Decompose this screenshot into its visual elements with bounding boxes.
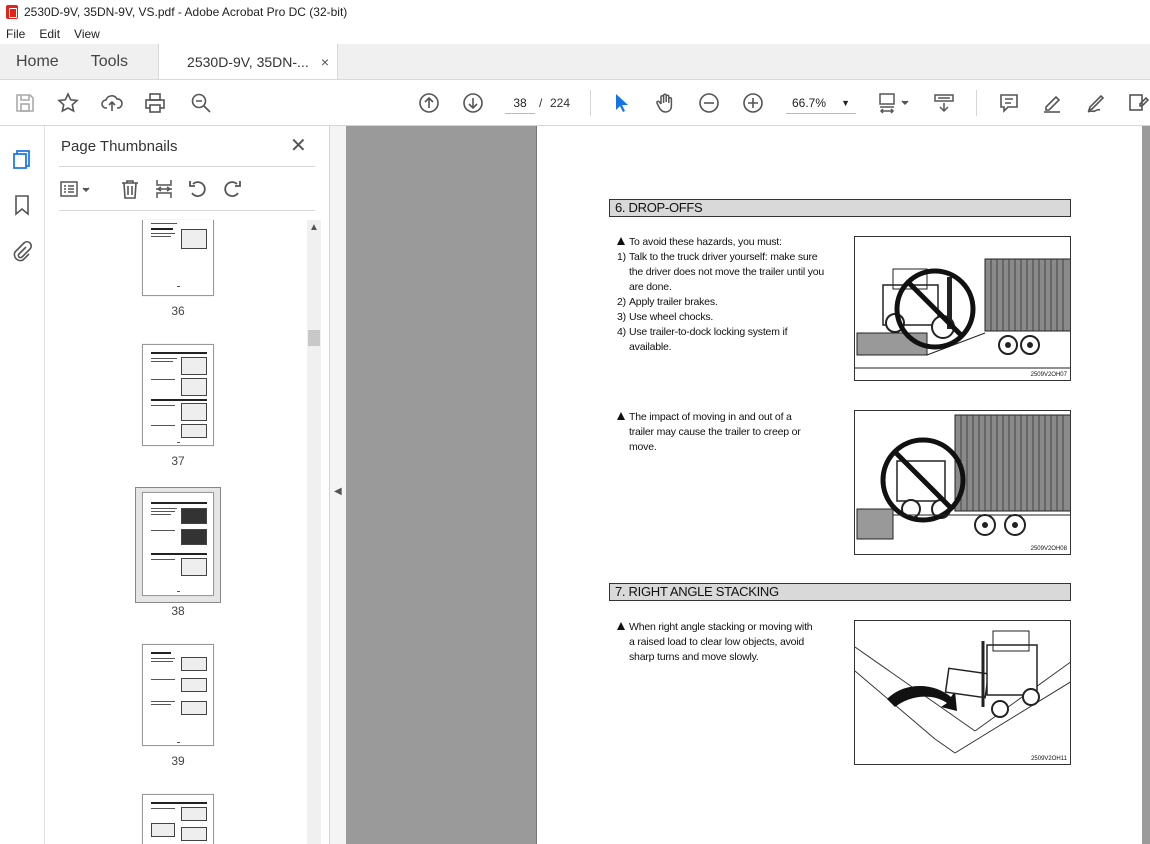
close-icon[interactable]: ✕ xyxy=(290,135,307,157)
thumbnail-label-37: 37 xyxy=(171,454,185,468)
stacking-text: When right angle stacking or moving with a raised load to clear low objects, avoid sharp turns and move slowly. xyxy=(617,620,832,665)
thumbnail-label-38: 38 xyxy=(171,604,185,618)
thumbnail-page-40[interactable] xyxy=(142,794,214,844)
thumb-line xyxy=(151,358,177,359)
thumbnail-label-36: 36 xyxy=(171,304,185,318)
upload-icon[interactable] xyxy=(100,91,124,115)
toolbar-divider xyxy=(976,90,977,116)
thumb-line xyxy=(151,228,173,230)
title-bar xyxy=(0,0,1150,24)
tab-document-label: 2530D-9V, 35DN-... xyxy=(187,53,309,70)
thumb-line xyxy=(151,425,175,426)
warning-icon xyxy=(617,412,625,420)
thumbnail-label-39: 39 xyxy=(171,754,185,768)
thumb-line xyxy=(151,553,207,555)
thumb-figure xyxy=(151,823,175,837)
warning-icon xyxy=(617,622,625,630)
tab-document[interactable] xyxy=(158,44,338,79)
delete-page-icon[interactable] xyxy=(119,178,143,200)
menu-bar xyxy=(0,24,1150,44)
warning-text: To avoid these hazards, you must: xyxy=(629,236,782,248)
thumb-line xyxy=(151,679,175,680)
left-rail xyxy=(0,126,45,844)
panel-divider xyxy=(59,166,315,167)
acrobat-logo-icon xyxy=(6,5,18,19)
bookmarks-icon[interactable] xyxy=(11,194,35,218)
stamp-icon[interactable] xyxy=(1126,91,1150,115)
thumb-line xyxy=(151,236,171,237)
thumb-line xyxy=(151,808,175,809)
tab-bar xyxy=(0,44,1150,80)
zoom-search-icon[interactable] xyxy=(189,91,213,115)
panel-title: Page Thumbnails xyxy=(61,138,178,155)
scroll-mode-icon[interactable] xyxy=(932,91,956,115)
zoom-select[interactable] xyxy=(786,92,856,114)
thumb-line xyxy=(151,399,207,401)
page-down-icon[interactable] xyxy=(461,91,485,115)
attachments-icon[interactable] xyxy=(11,240,35,264)
tab-close-icon[interactable]: × xyxy=(320,53,330,70)
thumb-line xyxy=(151,233,175,234)
page-thumbnails-icon[interactable] xyxy=(11,148,35,172)
tab-tools[interactable]: Tools xyxy=(90,52,129,70)
figure-code: 2509V2OH08 xyxy=(1030,546,1067,552)
sign-icon[interactable] xyxy=(1084,91,1108,115)
thumb-figure xyxy=(181,378,207,396)
thumb-figure xyxy=(181,508,207,524)
chevron-up-icon[interactable]: ▲ xyxy=(309,222,319,233)
panel-collapse-handle[interactable] xyxy=(330,126,346,844)
thumb-line xyxy=(151,559,175,560)
tab-home[interactable]: Home xyxy=(16,52,59,70)
window-title: 2530D-9V, 35DN-9V, VS.pdf - Adobe Acrobat Pro DC (32-bit) xyxy=(24,5,348,19)
thumb-figure xyxy=(181,558,207,576)
chevron-left-icon[interactable]: ◀ xyxy=(334,486,342,497)
thumb-figure xyxy=(181,678,207,692)
chevron-down-icon: ▼ xyxy=(841,98,850,108)
page-gutter xyxy=(1142,126,1150,844)
figure-forklift-leaving-trailer xyxy=(854,236,1071,381)
thumbnails-panel xyxy=(45,126,330,844)
thumb-line xyxy=(151,658,175,659)
thumb-line xyxy=(151,502,207,504)
figure-trailer-creep xyxy=(854,410,1071,555)
bookmark-star-icon[interactable] xyxy=(56,91,80,115)
thumb-figure xyxy=(181,827,207,841)
thumb-figure xyxy=(181,357,207,375)
thumb-figure xyxy=(181,529,207,545)
zoom-value: 66.7% xyxy=(792,96,827,110)
rotate-left-icon[interactable] xyxy=(187,178,211,200)
thumb-line xyxy=(151,701,175,702)
thumbnail-page-39[interactable] xyxy=(142,644,214,746)
thumb-figure xyxy=(181,229,207,249)
comment-icon[interactable] xyxy=(997,91,1021,115)
thumb-line xyxy=(151,511,175,512)
thumb-line xyxy=(151,361,173,362)
thumb-line xyxy=(151,661,173,662)
page-up-icon[interactable] xyxy=(417,91,441,115)
menu-view[interactable]: View xyxy=(74,27,100,41)
thumb-line xyxy=(151,352,207,354)
insert-page-icon[interactable] xyxy=(153,178,177,200)
thumb-line xyxy=(177,442,180,443)
zoom-in-icon[interactable] xyxy=(741,91,765,115)
highlight-icon[interactable] xyxy=(1040,91,1064,115)
print-icon[interactable] xyxy=(143,91,167,115)
thumb-line xyxy=(151,508,177,509)
drop-offs-text-2: The impact of moving in and out of a trailer may cause the trailer to creep or move. xyxy=(617,410,832,455)
thumbnail-page-36[interactable] xyxy=(142,220,214,296)
drop-offs-text-1: To avoid these hazards, you must: 1) Talk to the truck driver yourself: make sure the driver does not move the trailer until you are done. 2) Apply trailer brakes. 3) Use wheel chocks. 4) Use trailer-to-dock locking system if available. xyxy=(617,236,825,353)
menu-file[interactable]: File xyxy=(6,27,26,41)
thumb-line xyxy=(177,591,180,592)
thumb-figure xyxy=(181,403,207,421)
thumb-line xyxy=(177,742,180,743)
thumbnail-page-37[interactable] xyxy=(142,344,214,446)
page-separator: / xyxy=(539,96,543,110)
select-pointer-icon[interactable] xyxy=(609,91,633,115)
thumbnail-page-38[interactable] xyxy=(142,492,214,596)
section-heading-drop-offs: 6. DROP-OFFS xyxy=(609,199,1071,217)
thumb-line xyxy=(151,802,207,804)
thumb-line xyxy=(151,405,175,406)
thumbnail-options-icon[interactable] xyxy=(59,178,93,200)
figure-code: 2509V2OH11 xyxy=(1031,756,1067,762)
zoom-out-icon[interactable] xyxy=(697,91,721,115)
document-view xyxy=(346,126,1150,844)
pdf-page xyxy=(536,126,1142,844)
toolbar-divider xyxy=(590,90,591,116)
save-icon[interactable] xyxy=(13,91,37,115)
thumb-line xyxy=(151,223,177,224)
figure-code: 2509V2OH07 xyxy=(1030,372,1067,378)
warning-icon xyxy=(617,237,625,245)
page-count: 224 xyxy=(550,96,571,110)
thumbnails-scrollbar[interactable] xyxy=(307,220,321,844)
thumb-figure xyxy=(181,701,207,715)
scrollbar-thumb[interactable] xyxy=(308,330,320,346)
figure-right-angle-stacking xyxy=(854,620,1071,765)
toolbar xyxy=(0,80,1150,126)
thumb-figure xyxy=(181,424,207,438)
panel-divider xyxy=(59,210,315,211)
current-page-input[interactable]: 38 xyxy=(505,92,535,114)
section-heading-right-angle-stacking: 7. RIGHT ANGLE STACKING xyxy=(609,583,1071,601)
thumb-line xyxy=(151,530,175,531)
thumb-line xyxy=(151,704,171,705)
thumb-line xyxy=(151,379,175,380)
thumb-line xyxy=(177,286,180,287)
page-fit-icon[interactable] xyxy=(876,91,912,115)
hand-icon[interactable] xyxy=(653,91,677,115)
menu-edit[interactable]: Edit xyxy=(39,27,61,41)
thumb-line xyxy=(151,652,171,654)
thumb-figure xyxy=(181,807,207,821)
rotate-right-icon[interactable] xyxy=(221,178,245,200)
thumb-figure xyxy=(181,657,207,671)
thumb-line xyxy=(151,514,171,515)
